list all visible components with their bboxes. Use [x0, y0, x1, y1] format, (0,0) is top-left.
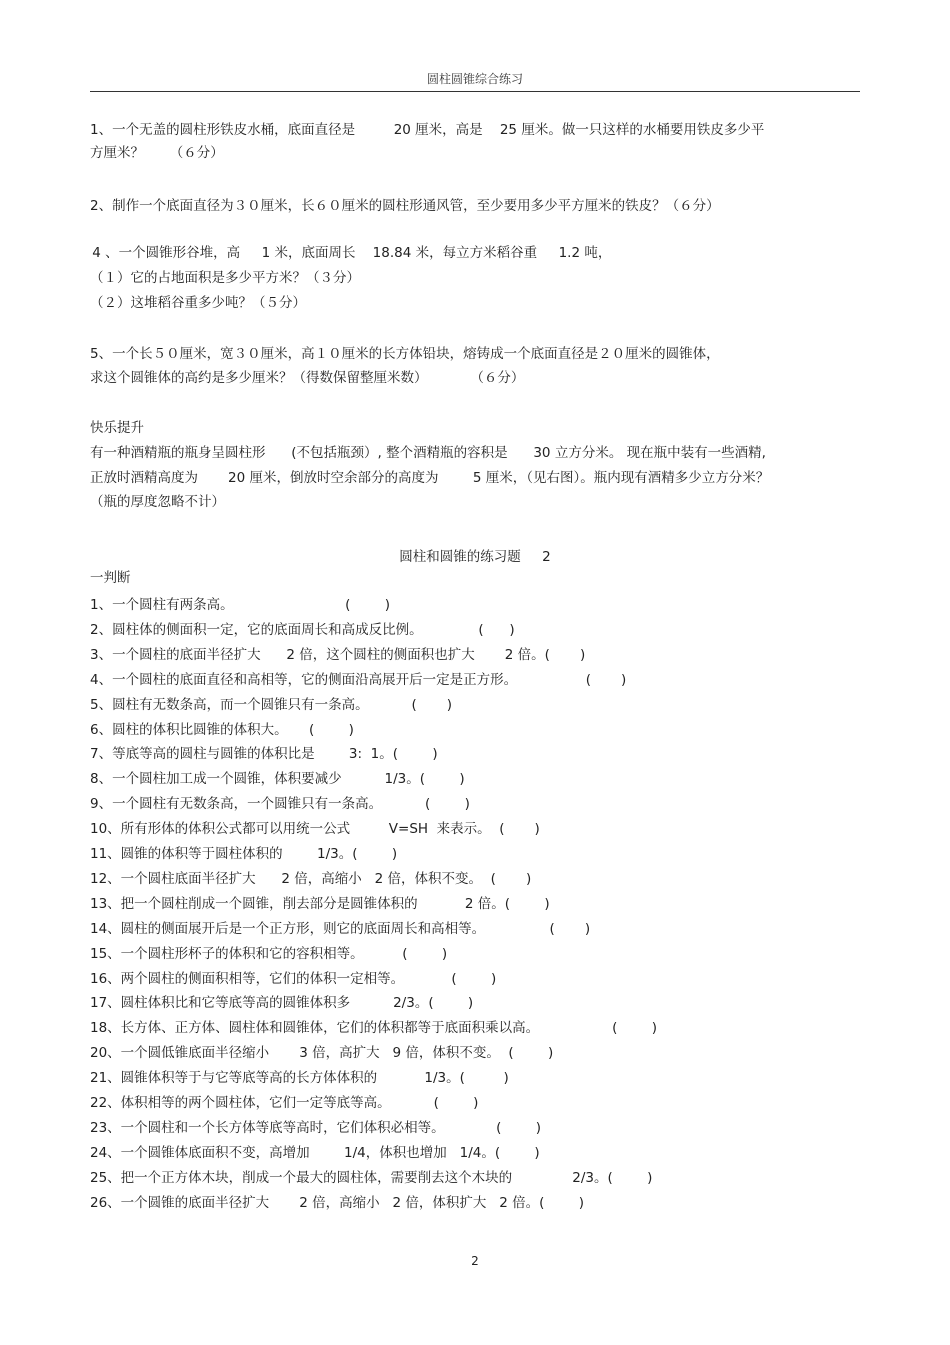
bonus-heading: 快乐提升 [90, 420, 144, 436]
list-item: 25、把一个正方体木块，削成一个最大的圆柱体，需要削去这个木块的 2/3。( ) [90, 1169, 653, 1186]
list-item: 22、体积相等的两个圆柱体，它们一定等底等高。 ( ) [90, 1095, 479, 1111]
list-item: 18、长方体、正方体、圆柱体和圆锥体，它们的体积都等于底面积乘以高。 ( ) [90, 1020, 657, 1037]
bonus-line-1: 有一种酒精瓶的瓶身呈圆柱形 (不包括瓶颈）, 整个酒精瓶的容积是 30 立方分米。 现在瓶中装有一些酒精, [90, 445, 766, 461]
list-item: 6、圆柱的体积比圆锥的体积大。 ( ) [90, 721, 354, 738]
list-item: 26、一个圆锥的底面半径扩大 2 倍，高缩小 2 倍，体积扩大 2 倍。( ) [90, 1194, 584, 1211]
list-item: 8、一个圆柱加工成一个圆锥，体积要减少 1/3。( ) [90, 771, 465, 788]
problem-5-line-1: 5、一个长５０厘米，宽３０厘米，高１０厘米的长方体铅块，熔铸成一个底面直径是２０厘米的圆锥体， [90, 346, 720, 362]
list-item: 1、一个圆柱有两条高。 ( ) [90, 597, 391, 613]
problem-2: 2、制作一个底面直径为３０厘米，长６０厘米的圆柱形通风管，至少要用多少平方厘米的铁皮？（６分） [90, 198, 720, 214]
list-item: 15、一个圆柱形杯子的体积和它的容积相等。 ( ) [90, 945, 448, 962]
list-item: 5、圆柱有无数条高，而一个圆锥只有一条高。 ( ) [90, 696, 453, 713]
bonus-line-3: （瓶的厚度忽略不计） [90, 494, 225, 510]
section-2-title: 圆柱和圆锥的练习题 2 [399, 549, 551, 565]
list-item: 7、等底等高的圆柱与圆锥的体积比是 3: 1。( ) [90, 746, 438, 763]
page-header-title: 圆柱圆锥综合练习 [426, 72, 523, 86]
list-item: 10、所有形体的体积公式都可以用统一公式 V=SH 来表示。 ( ) [90, 821, 540, 838]
problem-1-line-2: 方厘米？ （６分） [90, 145, 224, 161]
list-item: 14、圆柱的侧面展开后是一个正方形，则它的底面周长和高相等。 ( ) [90, 920, 591, 937]
problem-4-sub-1: （１）它的占地面积是多少平方米？（３分） [90, 270, 360, 286]
list-item: 23、一个圆柱和一个长方体等底等高时，它们体积必相等。 ( ) [90, 1119, 542, 1136]
header-divider [90, 91, 860, 92]
list-item: 17、圆柱体积比和它等底等高的圆锥体积多 2/3。( ) [90, 995, 474, 1012]
list-item: 9、一个圆柱有无数条高，一个圆锥只有一条高。 ( ) [90, 796, 470, 813]
bonus-line-2: 正放时酒精高度为 20 厘米，倒放时空余部分的高度为 5 厘米，（见右图）。瓶内现有酒精多少立方分米？ [90, 470, 770, 486]
list-item: 20、一个圆低锥底面半径缩小 3 倍，高扩大 9 倍，体积不变。 ( ) [90, 1045, 554, 1062]
section-2-subheading: 一判断 [90, 570, 131, 586]
list-item: 3、一个圆柱的底面半径扩大 2 倍，这个圆柱的侧面积也扩大 2 倍。( ) [90, 646, 586, 663]
list-item: 12、一个圆柱底面半径扩大 2 倍，高缩小 2 倍，体积不变。 ( ) [90, 870, 532, 887]
list-item: 21、圆锥体积等于与它等底等高的长方体体积的 1/3。( ) [90, 1070, 509, 1087]
problem-1-line-1: 1、一个无盖的圆柱形铁皮水桶，底面直径是 20 厘米，高是 25 厘米。做一只这样的水桶要用铁皮多少平 [90, 122, 765, 138]
list-item: 16、两个圆柱的侧面积相等，它们的体积一定相等。 ( ) [90, 970, 497, 987]
list-item: 11、圆锥的体积等于圆柱体积的 1/3。( ) [90, 846, 398, 862]
problem-5-line-2: 求这个圆锥体的高约是多少厘米？（得数保留整厘米数） （６分） [90, 370, 525, 386]
list-item: 13、把一个圆柱削成一个圆锥，削去部分是圆锥体积的 2 倍。( ) [90, 895, 550, 912]
list-item: 4、一个圆柱的底面直径和高相等，它的侧面沿高展开后一定是正方形。 ( ) [90, 671, 627, 688]
list-item: 2、圆柱体的侧面积一定，它的底面周长和高成反比例。 ( ) [90, 621, 515, 638]
problem-4-sub-2: （２）这堆稻谷重多少吨？（５分） [90, 295, 306, 311]
list-item: 24、一个圆锥体底面积不变，高增加 1/4，体积也增加 1/4。( ) [90, 1144, 540, 1161]
page-number: 2 [471, 1254, 479, 1268]
problem-4-line-1: 4 、一个圆锥形谷堆，高 1 米，底面周长 18.84 米，每立方米稻谷重 1.2 吨， [88, 245, 612, 261]
